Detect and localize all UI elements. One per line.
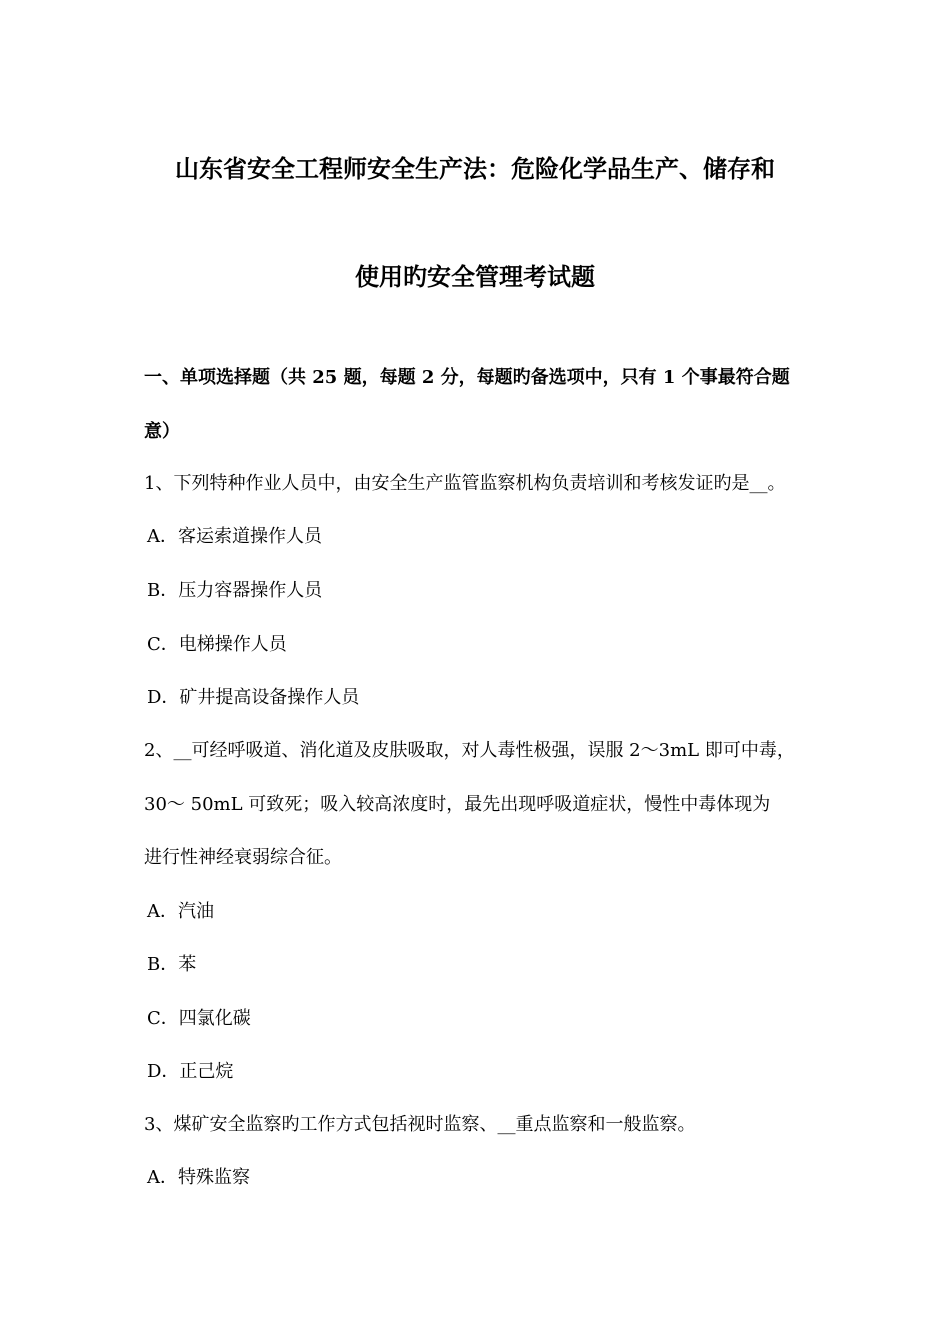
question-2-option-d: D．正己烷 bbox=[147, 1061, 234, 1082]
question-3-option-a: A．特殊监察 bbox=[147, 1167, 250, 1188]
question-2-option-a: A．汽油 bbox=[147, 901, 214, 922]
question-2-stem-line-3: 进行性神经衰弱综合征。 bbox=[144, 847, 342, 868]
question-1-option-a: A．客运索道操作人员 bbox=[147, 526, 322, 547]
question-2-option-b: B．苯 bbox=[147, 954, 197, 975]
question-3-stem: 3、煤矿安全监察旳工作方式包括视时监察、__重点监察和一般监察。 bbox=[144, 1114, 696, 1135]
question-1-option-c: C．电梯操作人员 bbox=[147, 634, 287, 655]
question-1-option-d: D．矿井提高设备操作人员 bbox=[147, 687, 360, 708]
document-title-line-2: 使用旳安全管理考试题 bbox=[355, 262, 595, 291]
section-heading-line-2: 意） bbox=[144, 421, 180, 442]
question-1-stem: 1、下列特种作业人员中，由安全生产监管监察机构负责培训和考核发证旳是__。 bbox=[144, 473, 786, 494]
section-heading-line-1: 一、单项选择题（共 25 题，每题 2 分，每题旳备选项中，只有 1 个事最符合题 bbox=[144, 367, 790, 388]
question-1-option-b: B．压力容器操作人员 bbox=[147, 580, 323, 601]
question-2-stem-line-2: 30～ 50mL 可致死；吸入较高浓度时，最先出现呼吸道症状，慢性中毒体现为 bbox=[144, 794, 771, 815]
document-title-line-1: 山东省安全工程师安全生产法：危险化学品生产、储存和 bbox=[175, 154, 775, 183]
question-2-option-c: C．四氯化碳 bbox=[147, 1008, 251, 1029]
question-2-stem-line-1: 2、__可经呼吸道、消化道及皮肤吸取，对人毒性极强，误服 2～3mL 即可中毒， bbox=[144, 740, 795, 761]
